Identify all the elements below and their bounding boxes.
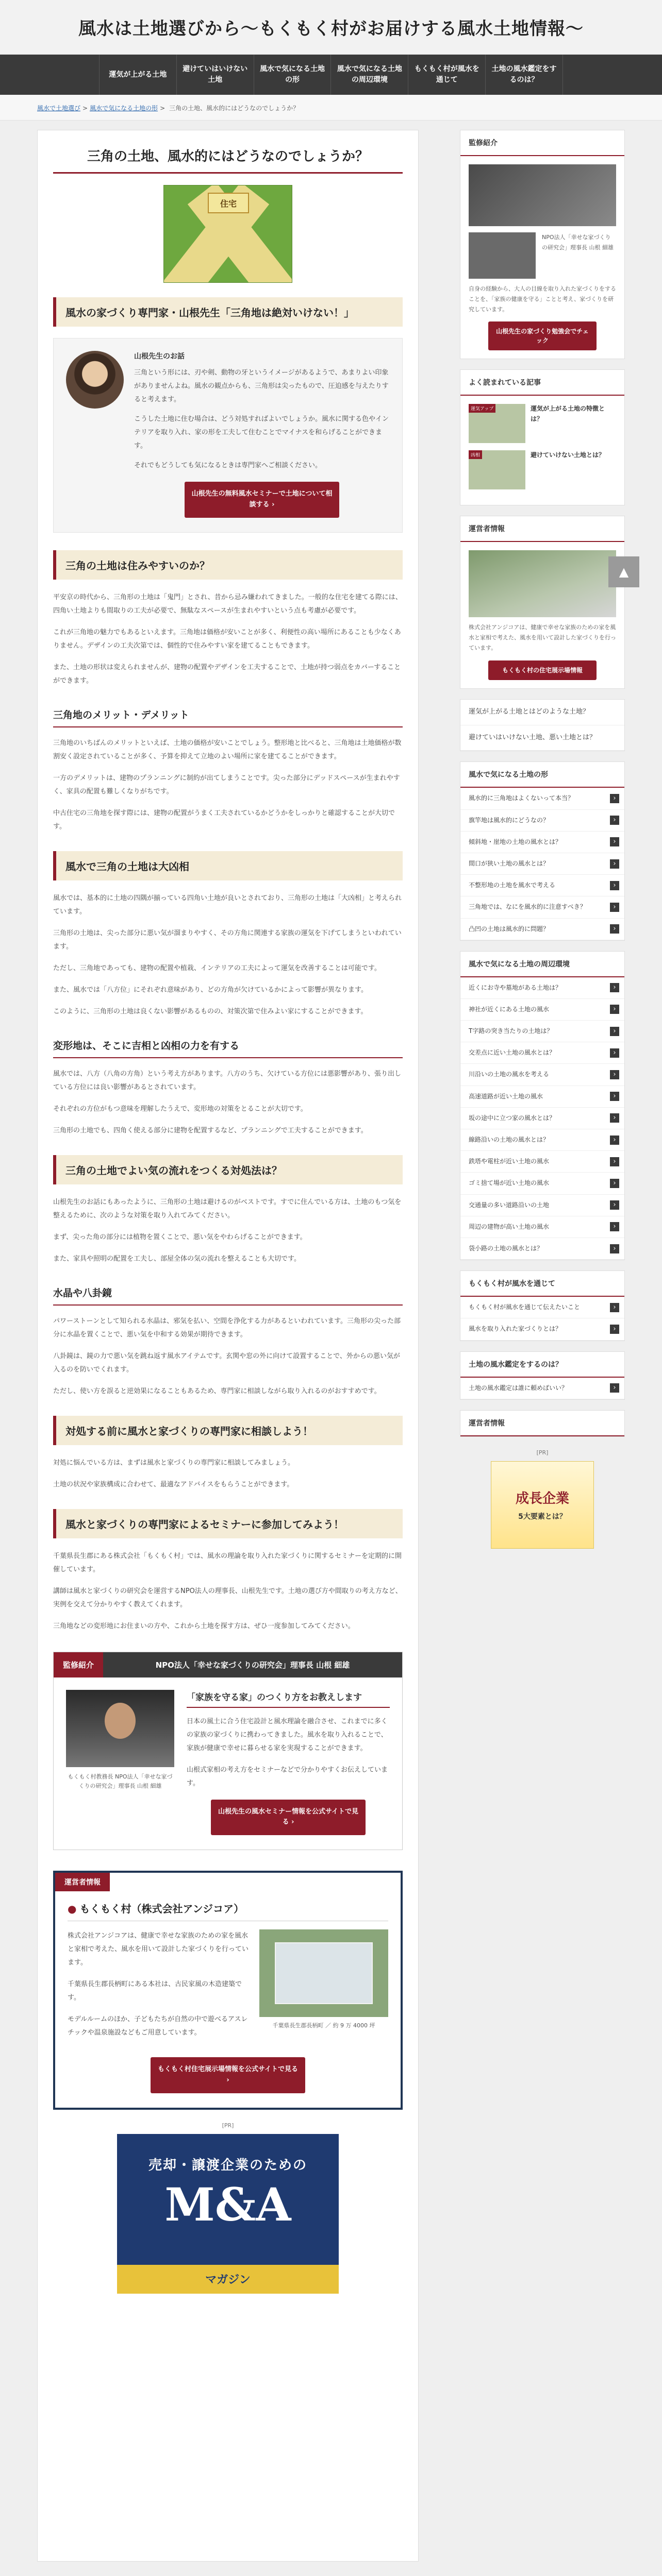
paragraph: 株式会社アンジコアは、健康で幸せな家族のための家を風水と家相で考えた、風水を用いて設計した家づくりを行っています。 <box>68 1932 249 1967</box>
side-list-item[interactable]: 神社が近くにある土地の風水 › <box>460 999 624 1021</box>
side-list-item[interactable]: 周辺の建物が高い土地の風水 › <box>460 1216 624 1238</box>
ma-magazine-banner[interactable] <box>117 2134 339 2294</box>
paragraph: モデルルームのほか、子どもたちが自然の中で遊べるアスレチックや温泉施設などもご用意しています。 <box>68 2015 248 2037</box>
paragraph: 一方のデメリットは、建物のプランニングに制約が出てしまうことです。尖った部分にデッドスペースが生まれやすく、家具の配置も難しくなりがちです。 <box>53 774 400 795</box>
expert-text: こうした土地に住む場合は、どう対処すればよいでしょうか。風水に関する色やインテリアを取り入れ、家の形を工夫して住むことでマイナスを和らげることができます。 <box>134 415 389 450</box>
paragraph: それぞれの方位がもつ意味を理解したうえで、変形地の対策をとることが大切です。 <box>53 1105 307 1113</box>
expert-talk-box <box>53 338 403 533</box>
avatar <box>66 351 124 409</box>
side-list-item[interactable]: 傾斜地・崖地の土地の風水とは？ › <box>460 832 624 853</box>
widget-title: 監修紹介 <box>460 130 624 156</box>
banner-logo: M&A <box>164 2177 291 2231</box>
paragraph: 中古住宅の三角地を探す際には、建物の配置がうまく工夫されているかどうかをしっかりと確認することが大切です。 <box>53 809 395 831</box>
paragraph: また、土地の形状は変えられませんが、建物の配置やデザインを工夫することで、土地が持つ弱点をカバーすることができます。 <box>53 663 401 685</box>
paragraph: ただし、三角地であっても、建物の配置や植栽、インテリアの工夫によって運気を改善することは可能です。 <box>53 964 381 972</box>
site-title[interactable]: 風水は土地選びから〜もくもく村がお届けする風水土地情報〜 <box>78 19 584 39</box>
supervisor-caption: もくもく村教務長 NPO法人「幸せな家づくりの研究会」理事長 山根 細雄 <box>68 1773 173 1790</box>
side-list-item[interactable]: 三角地では、なにを風水的に注意すべき？ › <box>460 896 624 918</box>
bullet-icon: ● <box>68 1903 77 1916</box>
operator-image <box>469 550 616 617</box>
widget-category-appraisal <box>460 1351 625 1400</box>
paragraph: 風水では、基本的に土地の四隅が揃っている四角い土地が良いとされており、三角形の土地は「大凶相」と考えられています。 <box>53 894 402 916</box>
side-link[interactable]: 避けていはいけない土地、悪い土地とは？ <box>460 725 624 751</box>
section-heading: 風水と家づくりの専門家によるセミナーに参加してみよう！ <box>53 1509 403 1538</box>
widget-title: 土地の風水鑑定をするのは？ <box>460 1352 624 1378</box>
section-heading: 風水の家づくり専門家・山根先生「三角地は絶対いけない！」 <box>53 297 403 327</box>
side-list-item[interactable]: 坂の途中に立つ家の風水とは？ › <box>460 1108 624 1129</box>
side-ad-headline: 成長企業 <box>515 1491 569 1507</box>
widget-category-shape <box>460 761 625 940</box>
expert-text: それでもどうしても気になるときは専門家へご相談ください。 <box>134 462 322 469</box>
widget-title: 風水で気になる土地の周辺環境 <box>460 952 624 977</box>
paragraph: このように、三角形の土地は良くない影響があるものの、対策次第で住みよい家にすることができます。 <box>53 1007 368 1015</box>
popular-item[interactable] <box>469 404 616 443</box>
paragraph: 山根先生のお話にもあったように、三角形の土地は避けるのがベストです。すでに住んでいる方は、土地のもつ気を整えるために、次のような対策を取り入れてみてください。 <box>53 1198 402 1219</box>
global-nav <box>0 55 662 95</box>
nav-item-mokumoku[interactable]: もくもく村が風水を通じて <box>408 55 486 95</box>
paragraph: また、風水では「八方位」にそれぞれ意味があり、どの方角が欠けているかによって影響が異なります。 <box>53 986 368 994</box>
banner-bar: マガジン <box>117 2265 339 2294</box>
breadcrumb-sep: > <box>160 105 166 112</box>
paragraph: 対処に悩んでいる方は、まずは風水と家づくりの専門家に相談してみましょう。 <box>53 1459 295 1467</box>
ad-label: [PR] <box>536 1449 549 1456</box>
side-list-item[interactable]: 袋小路の土地の風水とは？ › <box>460 1238 624 1260</box>
paragraph: 千葉県長生郡長柄町にある本社は、古民家風の木造建築です。 <box>68 1980 242 2002</box>
side-list-item[interactable]: 風水的に三角地はよくないって本当？ › <box>460 788 624 809</box>
side-link[interactable]: 運気が上がる土地とはどのような土地？ <box>460 700 624 725</box>
operator-box <box>53 1871 403 2110</box>
widget-title[interactable]: 運営者情報 <box>460 1411 624 1436</box>
side-list-item[interactable]: 不整形地の土地を風水で考える › <box>460 875 624 896</box>
widget-title: もくもく村が風水を通じて <box>460 1271 624 1297</box>
side-list-item[interactable]: もくもく村が風水を通じて伝えたいこと › <box>460 1297 624 1318</box>
breadcrumb-sep: > <box>82 105 88 112</box>
widget-operator-link <box>460 1410 625 1437</box>
supervisor-photo <box>469 232 536 279</box>
expert-text: 三角という形には、刃や剣、動物の牙というイメージがあるようで、あまりよい印象がありませんよね。風水の観点からも、三角形は尖ったもので、圧迫感を与えたりすると考えます。 <box>134 369 389 403</box>
paragraph: パワーストーンとして知られる水晶は、邪気を払い、空間を浄化する力があるといわれています。三角形の尖った部分に水晶を置くことで、悪い気を中和する効果が期待できます。 <box>53 1317 401 1338</box>
paragraph: 風水では、八方（八角の方角）という考え方があります。八方のうち、欠けている方位には悪影響があり、張り出している方位には良い影響があるとされています。 <box>53 1070 401 1091</box>
page-title: 三角の土地、風水的にはどうなのでしょうか？ <box>53 146 403 174</box>
paragraph: 八卦鏡は、鏡の力で悪い気を跳ね返す風水アイテムです。玄関や窓の外に向けて設置することで、外からの悪い気が入るのを防いでくれます。 <box>53 1352 400 1374</box>
sidebar <box>460 130 625 2562</box>
breadcrumb-current: 三角の土地、風水的にはどうなのでしょうか？ <box>169 105 300 112</box>
paragraph: 日本の風土に合う住宅設計と風水理論を融合させ、これまでに多くの家族の家づくりに携わってきました。風水を取り入れることで、家族が健康で幸せに暮らせる家を実現することができます。 <box>187 1717 388 1752</box>
popular-thumb: 運気アップ <box>469 404 525 443</box>
hero-image <box>163 185 292 283</box>
hero-sign: 住宅 <box>208 193 249 213</box>
widget-title: 風水で気になる土地の形 <box>460 762 624 788</box>
supervisor-box <box>53 1652 403 1851</box>
article <box>37 130 419 2562</box>
paragraph: 講師は風水と家づくりの研究会を運営するNPO法人の理事長、山根先生です。土地の選び方や間取りの考え方など、実例を交えて分かりやすく教えてくれます。 <box>53 1587 402 1608</box>
supervisor-tag: 監修紹介 <box>54 1652 103 1677</box>
operator-cta-button[interactable]: もくもく村住宅展示場情報を公式サイトで見る › <box>151 2057 305 2093</box>
paragraph: 千葉県長生郡にある株式会社「もくもく村」では、風水の理論を取り入れた家づくりに関するセミナーを定期的に開催しています。 <box>53 1552 402 1573</box>
popular-thumb: 凶相 <box>469 450 525 489</box>
site-map-image <box>259 1929 388 2017</box>
operator-side-button[interactable]: もくもく村の住宅展示場情報 <box>488 660 597 680</box>
paragraph: 山根式家相の考え方をセミナーなどで分かりやすくお伝えしています。 <box>187 1766 388 1787</box>
section-heading: 風水で三角の土地は大凶相 <box>53 851 403 880</box>
operator-tag: 運営者情報 <box>55 1873 110 1891</box>
side-list-item[interactable]: 風水を取り入れた家づくりとは？ › <box>460 1318 624 1340</box>
nav-item-avoid-land[interactable]: 避けていはいけない土地 <box>177 55 254 95</box>
paragraph: 三角地などの変形地にお住まいの方や、これから土地を探す方は、ぜひ一度参加してみてください。 <box>53 1622 355 1630</box>
paragraph: まず、尖った角の部分には植物を置くことで、悪い気をやわらげることができます。 <box>53 1233 307 1241</box>
side-list-item[interactable]: T字路の突き当たりの土地は？ › <box>460 1021 624 1042</box>
widget-links <box>460 699 625 752</box>
supervisor-name: NPO法人「幸せな家づくりの研究会」理事長 山根 細雄 <box>542 234 614 251</box>
seminar-cta-button[interactable]: 山根先生の無料風水セミナーで土地について相談する › <box>185 482 339 518</box>
side-list-item[interactable]: 高速道路が近い土地の風水 › <box>460 1086 624 1108</box>
paragraph: 三角地のいちばんのメリットといえば、土地の価格が安いことでしょう。整形地と比べると、三角地は土地価格が数割安く設定されていることが多く、予算を抑えて立地のよい場所に家を建てることができます。 <box>53 739 402 760</box>
back-to-top-button[interactable] <box>608 556 639 587</box>
paragraph: また、家具や照明の配置を工夫し、部屋全体の気の流れを整えることも大切です。 <box>53 1255 301 1263</box>
widget-title: 運営者情報 <box>460 516 624 542</box>
map-caption: 千葉県長生郡長柄町 ／ 約 9 万 4000 坪 <box>272 2022 375 2029</box>
widget-operator <box>460 516 625 688</box>
expert-name: 山根先生のお話 <box>134 352 185 361</box>
popular-item[interactable] <box>469 450 616 489</box>
nav-item-surroundings[interactable]: 風水で気になる土地の周辺環境 <box>331 55 408 95</box>
popular-title: 避けていけない土地とは？ <box>531 451 605 459</box>
side-list-item[interactable]: 土地の風水鑑定は誰に頼めばいい？ › <box>460 1378 624 1399</box>
widget-supervisor <box>460 130 625 359</box>
subsection-heading: 変形地は、そこに吉相と凶相の力を有する <box>53 1034 403 1058</box>
widget-category-surroundings <box>460 951 625 1260</box>
paragraph: これが三角地の魅力でもあるといえます。三角地は価格が安いことが多く、利便性の高い場所にあることも少なくありません。デザインの工夫次第では、個性的で住みやすい家を建てることもできます。 <box>53 628 401 650</box>
subsection-heading: 三角地のメリット・デメリット <box>53 703 403 727</box>
supervisor-cta-button[interactable]: 山根先生の風水セミナー情報を公式サイトで見る › <box>211 1800 366 1836</box>
paragraph: 三角形の土地でも、四角く使える部分に建物を配置するなど、プランニングで工夫することができます。 <box>53 1126 368 1134</box>
supervisor-desc: 自身の経験から、大人の目線を取り入れた家づくりをすることを、「家族の健康を守る」ことと考え、家づくりを研究しています。 <box>469 285 616 313</box>
paragraph: 三角形の土地は、尖った部分に悪い気が溜まりやすく、その方角に関連する家族の運気を下げてしまうといわれています。 <box>53 929 402 951</box>
widget-popular <box>460 369 625 505</box>
subsection-heading: 水晶や八卦鏡 <box>53 1281 403 1306</box>
supervisor-quote: 「家族を守る家」のつくり方をお教えします <box>187 1690 390 1708</box>
operator-desc: 株式会社アンジコアは、健康で幸せな家族のための家を風水と家相で考えた、風水を用いて設計した家づくりを行っています。 <box>469 624 616 651</box>
banner-headline: 売却・譲渡企業のための <box>148 2157 307 2173</box>
paragraph: 平安京の時代から、三角形の土地は「鬼門」とされ、昔から忌み嫌われてきました。一般的な住宅を建てる際には、四角い土地よりも間取りの工夫が必要で、無駄なスペースが生まれやすいという点も考慮が必要です。 <box>53 593 402 615</box>
breadcrumb-parent[interactable]: 風水で気になる土地の形 <box>90 105 158 112</box>
widget-title: よく読まれている記事 <box>460 370 624 396</box>
side-list-item[interactable]: 線路沿いの土地の風水とは？ › <box>460 1129 624 1151</box>
supervisor-title: NPO法人「幸せな家づくりの研究会」理事長 山根 細雄 <box>155 1660 350 1670</box>
breadcrumb-home[interactable]: 風水で土地選び <box>37 105 81 112</box>
popular-title: 運気が上がる土地の特徴とは？ <box>531 405 605 422</box>
widget-category-mokumoku <box>460 1270 625 1341</box>
arrow-up-icon: ▲ <box>619 565 629 579</box>
side-list-item[interactable]: 交差点に近い土地の風水とは？ › <box>460 1042 624 1064</box>
side-list-item[interactable]: ゴミ捨て場が近い土地の風水 › <box>460 1173 624 1194</box>
side-list-item[interactable]: 凸凹の土地は風水的に問題？ › <box>460 919 624 940</box>
operator-name: ● もくもく村（株式会社アンジコア） <box>68 1901 388 1921</box>
side-ad-banner[interactable] <box>491 1461 594 1549</box>
site-header <box>0 0 662 55</box>
breadcrumb <box>0 95 662 121</box>
side-ad-sub: 5大要素とは？ <box>518 1513 567 1521</box>
section-heading: 三角の土地でよい気の流れをつくる対処法は？ <box>53 1155 403 1184</box>
section-heading: 対処する前に風水と家づくりの専門家に相談しよう！ <box>53 1416 403 1445</box>
ad-label: [PR] <box>222 2122 234 2129</box>
nav-item-appraisal[interactable]: 土地の風水鑑定をするのは？ <box>486 55 563 95</box>
paragraph: 土地の状況や家族構成に合わせて、最適なアドバイスをもらうことができます。 <box>53 1480 294 1488</box>
side-list-item[interactable]: 川沿いの土地の風水を考える › <box>460 1064 624 1086</box>
side-list-item[interactable]: 間口が狭い土地の風水とは？ › <box>460 853 624 875</box>
supervisor-photo <box>66 1690 174 1767</box>
side-list-item[interactable]: 近くにお寺や墓地がある土地は？ › <box>460 977 624 999</box>
supervisor-image <box>469 164 616 226</box>
paragraph: ただし、使い方を誤ると逆効果になることもあるため、専門家に相談しながら取り入れるのがおすすめです。 <box>53 1387 381 1395</box>
side-list-item[interactable]: 交通量の多い道路沿いの土地 › <box>460 1195 624 1216</box>
nav-item-lucky-land[interactable]: 運気が上がる土地 <box>99 55 177 95</box>
nav-item-land-shape[interactable]: 風水で気になる土地の形 <box>254 55 332 95</box>
supervisor-side-button[interactable]: 山根先生の家づくり勉強会でチェック <box>488 321 597 350</box>
side-list-item[interactable]: 旗竿地は風水的にどうなの？ › <box>460 810 624 832</box>
section-heading: 三角の土地は住みやすいのか？ <box>53 550 403 580</box>
side-list-item[interactable]: 鉄塔や電柱が近い土地の風水 › <box>460 1151 624 1173</box>
